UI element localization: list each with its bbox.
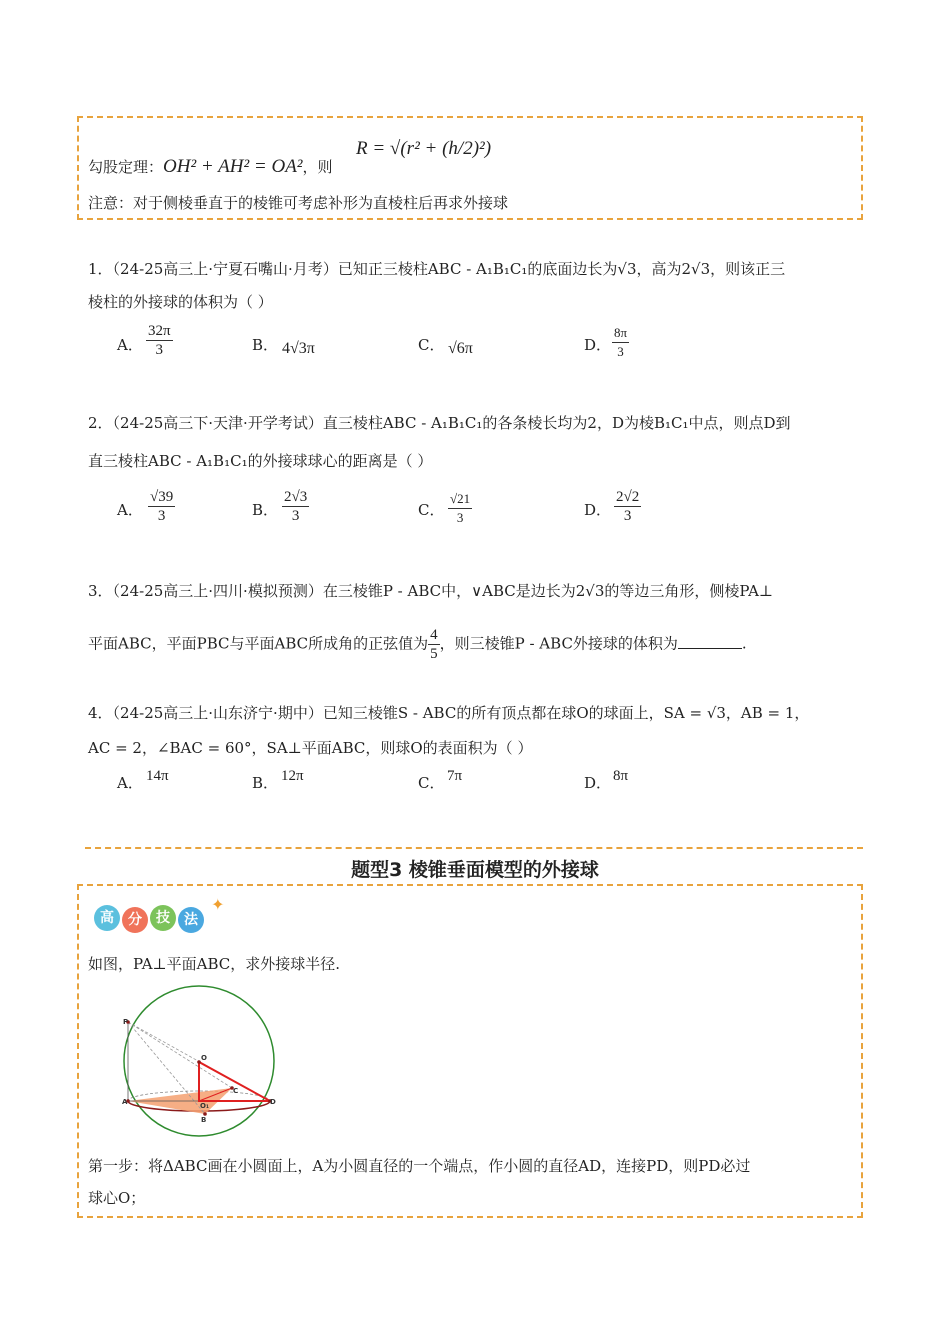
q1-value-d: $\frac{8\pi}{3}$ — [614, 325, 628, 359]
q4-option-b[interactable]: B． — [252, 774, 279, 792]
q1-line2: 棱柱的外接球的体积为（ ） — [88, 293, 273, 311]
q1-line1: 1．（24-25高三上·宁夏石嘴山·月考）已知正三棱柱ABC - A₁B₁C₁的底面边长为√3，高为2√3，则该正三 — [88, 260, 786, 278]
q2-option-d[interactable]: D． — [584, 501, 612, 519]
q1-a-num: 32π — [148, 323, 171, 339]
q2-option-b[interactable]: B． — [252, 501, 279, 519]
badge-gaofenjifa — [94, 895, 227, 931]
note-text: 注意：对于侧棱垂直于的棱锥可考虑补形为直棱柱后再求外接球 — [88, 194, 509, 212]
q4-option-a[interactable]: A． — [117, 774, 143, 792]
sphere-figure — [112, 980, 302, 1142]
label-a: A — [122, 1098, 128, 1106]
edge-pc — [128, 1022, 232, 1088]
section-top-divider — [85, 847, 863, 849]
pythagorean-formula: OH² + AH² = OA² — [163, 156, 303, 177]
q4-value-c: 7π — [447, 768, 463, 784]
q3-answer-blank[interactable] — [678, 648, 742, 649]
q4-option-c[interactable]: C． — [418, 774, 445, 792]
q2-value-b: $\frac{2√3}{3}$ — [284, 489, 308, 524]
q1-value-a — [146, 322, 173, 359]
badge-char-3: 技 — [150, 905, 176, 931]
radius-formula: R = √(r² + (h/2)²) — [356, 138, 492, 159]
q4-value-b: 12π — [281, 768, 304, 784]
label-p: P — [123, 1018, 129, 1026]
q1-option-b[interactable]: B． — [252, 336, 279, 354]
step1-line1: 第一步：将ΔABC画在小圆面上，A为小圆直径的一个端点，作小圆的直径AD，连接PD，则PD必过 — [88, 1157, 751, 1175]
step1-line2: 球心O； — [88, 1189, 146, 1207]
q2-value-c: $\frac{√21}{3}$ — [450, 491, 471, 525]
formula-then: ，则 — [302, 158, 333, 176]
badge-char-4: 法 — [178, 907, 204, 933]
label-o: O — [201, 1054, 207, 1062]
q2-line2: 直三棱柱ABC - A₁B₁C₁的外接球球心的距离是（ ） — [88, 452, 433, 470]
section-title: 题型3 棱锥垂面模型的外接球 — [351, 859, 599, 881]
label-c: C — [233, 1087, 239, 1095]
q3-line2-c: . — [741, 634, 747, 653]
q2-option-a[interactable]: A． — [117, 501, 143, 519]
q1-option-d[interactable]: D． — [584, 336, 612, 354]
sparkle-icon: ✦ — [211, 895, 225, 914]
q4-value-d: 8π — [613, 768, 629, 784]
q3-line1: 3．（24-25高三上·四川·模拟预测）在三棱锥P - ABC中，∨ABC是边长为2√3的等边三角形，侧棱PA⊥ — [88, 582, 774, 600]
formula-line — [88, 156, 333, 178]
q1-value-b: 4√3π — [282, 340, 315, 357]
q4-value-a: 14π — [146, 768, 169, 784]
section-intro: 如图，PA⊥平面ABC，求外接球半径. — [88, 955, 341, 973]
formula-prefix: 勾股定理： — [88, 158, 164, 176]
label-d: D — [270, 1098, 276, 1106]
q3-line2-b: ，则三棱锥P - ABC外接球的体积为 — [439, 634, 678, 653]
badge-char-1: 高 — [94, 905, 120, 931]
q3-fraction: $\frac{4}{5}$ — [430, 627, 438, 662]
q4-option-d[interactable]: D． — [584, 774, 612, 792]
q2-value-d: $\frac{2√2}{3}$ — [616, 489, 640, 524]
q4-line2: AC = 2，∠BAC = 60°，SA⊥平面ABC，则球O的表面积为（ ） — [88, 739, 533, 757]
q3-line2-a: 平面ABC，平面PBC与平面ABC所成角的正弦值为 — [88, 634, 429, 653]
q4-line1: 4．（24-25高三上·山东济宁·期中）已知三棱锥S - ABC的所有顶点都在球O的球面上，SA = √3，AB = 1， — [88, 704, 810, 722]
q2-line1: 2．（24-25高三下·天津·开学考试）直三棱柱ABC - A₁B₁C₁的各条棱长均为2，D为棱B₁C₁中点，则点D到 — [88, 414, 791, 432]
q2-value-a: $\frac{√39}{3}$ — [150, 489, 174, 524]
badge-char-2: 分 — [122, 907, 148, 933]
q1-option-a[interactable]: A． — [117, 336, 143, 354]
q1-value-c: √6π — [448, 340, 473, 357]
label-b: B — [201, 1116, 207, 1124]
q1-a-den: 3 — [155, 342, 164, 358]
label-o1: O₁ — [200, 1102, 210, 1110]
q2-option-c[interactable]: C． — [418, 501, 445, 519]
q3-line2 — [88, 626, 747, 663]
q1-option-c[interactable]: C． — [418, 336, 445, 354]
